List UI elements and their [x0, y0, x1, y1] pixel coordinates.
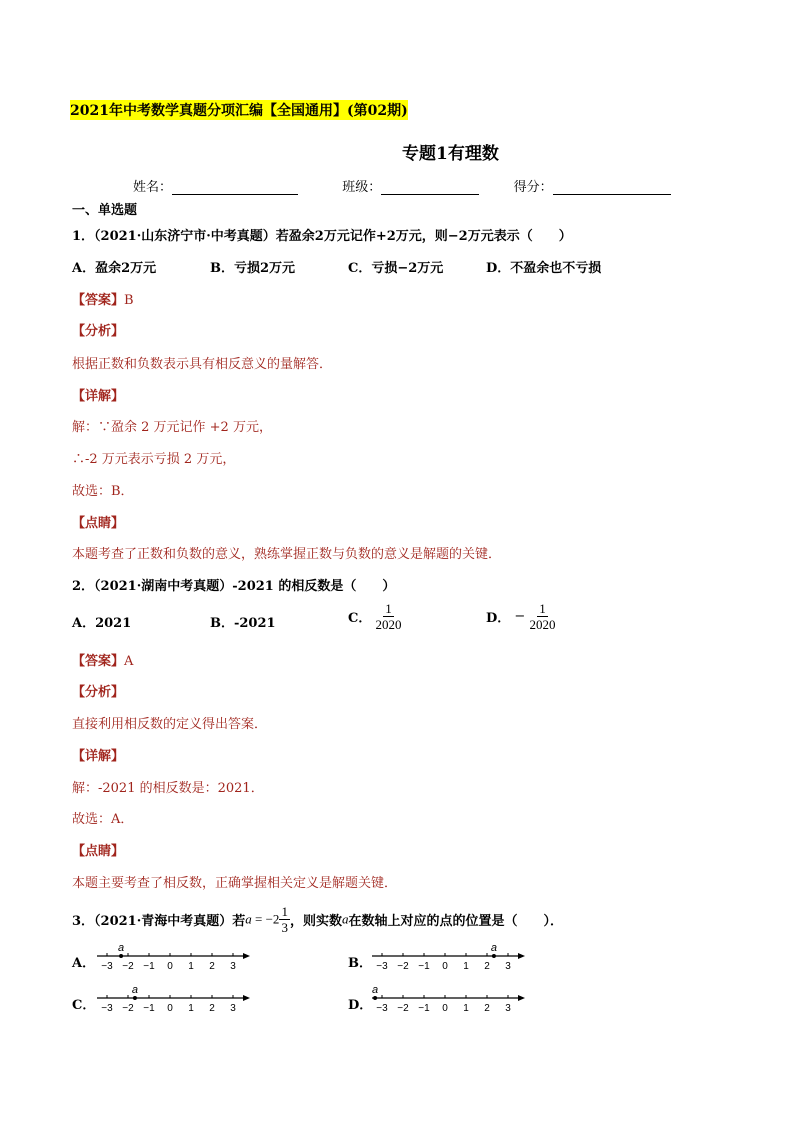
name-label: 姓名：: [133, 180, 173, 195]
fraction: $\frac{1}{2020}$: [375, 601, 402, 632]
axis-arrow: [243, 995, 250, 1001]
q1-option-d: D．不盈余也不亏损: [486, 261, 602, 276]
tick-label: −3: [376, 961, 388, 972]
score-label: 得分：: [513, 180, 553, 195]
number-line-c: [95, 980, 255, 1020]
q2-stem: 2．（2021·湖南中考真题）-2021 的相反数是（ ）: [72, 579, 396, 594]
fraction: $\frac{1}{2020}$: [529, 601, 556, 632]
tick-label: 2: [484, 961, 490, 972]
series-title: 2021年中考数学真题分项汇编【全国通用】(第02期): [70, 100, 408, 120]
tick-label: −2: [397, 1003, 409, 1014]
tick-label: 0: [442, 961, 448, 972]
axis-arrow: [518, 995, 525, 1001]
tick-label: 0: [167, 1003, 173, 1014]
topic-title: 专题1有理数: [402, 144, 499, 164]
q2-option-c: C． $\frac{1}{2020}$: [348, 601, 402, 632]
tick-label: −1: [418, 961, 430, 972]
q1-detail-line: 解：∵盈余 2 万元记作 +2 万元，: [72, 420, 272, 435]
q1-comment-tag: 【点睛】: [72, 516, 125, 531]
q2-analysis-tag: 【分析】: [72, 685, 125, 700]
q2-option-a: A．2021: [72, 616, 132, 631]
tick-label: −1: [418, 1003, 430, 1014]
q3-option-a-label: A．: [72, 956, 96, 971]
q1-answer: 【答案】B: [72, 293, 134, 308]
section-heading: 一、单选题: [72, 203, 138, 218]
score-field[interactable]: [553, 180, 671, 195]
tick-label: 1: [463, 1003, 469, 1014]
tick-label: 3: [230, 961, 236, 972]
tick-label: 0: [442, 1003, 448, 1014]
q3-option-d-label: D．: [348, 998, 373, 1013]
q1-option-c: C．亏损−2万元: [348, 261, 444, 276]
number-line-d: [370, 980, 530, 1020]
number-line-a: [95, 938, 255, 978]
tick-label: −2: [122, 1003, 134, 1014]
point-label: a: [118, 942, 125, 954]
q3-option-c-label: C．: [72, 998, 96, 1013]
q1-analysis-tag: 【分析】: [72, 324, 125, 339]
class-field[interactable]: [381, 180, 479, 195]
tick-label: −3: [101, 961, 113, 972]
point-marker: [492, 954, 496, 958]
tick-label: −3: [376, 1003, 388, 1014]
q1-detail-tag: 【详解】: [72, 389, 125, 404]
point-marker: [373, 996, 377, 1000]
tick-label: 2: [484, 1003, 490, 1014]
tick-label: 0: [167, 961, 173, 972]
q2-option-d: D． − $\frac{1}{2020}$: [486, 601, 556, 632]
tick-label: 1: [188, 1003, 194, 1014]
tick-label: 3: [505, 1003, 511, 1014]
q1-analysis: 根据正数和负数表示具有相反意义的量解答．: [72, 357, 333, 372]
q1-detail-line: ∴-2 万元表示亏损 2 万元，: [72, 452, 236, 467]
q3-option-b-label: B．: [348, 956, 372, 971]
tick-label: −1: [143, 961, 155, 972]
point-label: a: [372, 984, 379, 996]
tick-label: −2: [397, 961, 409, 972]
q1-comment: 本题考查了正数和负数的意义，熟练掌握正数与负数的意义是解题的关键．: [72, 547, 502, 562]
q3-stem: 3．（2021·青海中考真题）若a = −2 $\frac{1}{3}$ ，则实数a在数轴上对应的点的位置是（ ）．: [72, 904, 563, 935]
q1-option-b: B．亏损2万元: [210, 261, 296, 276]
q2-detail-tag: 【详解】: [72, 749, 125, 764]
tick-label: 2: [209, 1003, 215, 1014]
tick-label: −3: [101, 1003, 113, 1014]
info-line: [133, 176, 671, 195]
tick-label: −1: [143, 1003, 155, 1014]
point-label: a: [131, 984, 138, 996]
point-label: a: [490, 942, 497, 954]
q2-detail-line: 故选：A．: [72, 812, 134, 827]
q2-comment-tag: 【点睛】: [72, 844, 125, 859]
q2-answer: 【答案】A: [72, 654, 134, 669]
tick-label: 2: [209, 961, 215, 972]
q1-stem: 1．（2021·山东济宁市·中考真题）若盈余2万元记作+2万元，则−2万元表示（ ）: [72, 229, 572, 244]
tick-label: 3: [505, 961, 511, 972]
point-marker: [119, 954, 123, 958]
tick-label: 1: [463, 961, 469, 972]
axis-arrow: [243, 953, 250, 959]
fraction: $\frac{1}{3}$: [281, 904, 288, 935]
name-field[interactable]: [172, 180, 298, 195]
q1-detail-line: 故选：B．: [72, 484, 134, 499]
q1-option-a: A．盈余2万元: [72, 261, 157, 276]
q2-detail-line: 解：-2021 的相反数是：2021．: [72, 781, 264, 796]
q2-option-b: B．-2021: [210, 616, 276, 631]
q2-comment: 本题主要考查了相反数，正确掌握相关定义是解题关键．: [72, 876, 398, 891]
number-line-b: [370, 938, 530, 978]
axis-arrow: [518, 953, 525, 959]
point-marker: [133, 996, 137, 1000]
tick-label: −2: [122, 961, 134, 972]
tick-label: 3: [230, 1003, 236, 1014]
tick-label: 1: [188, 961, 194, 972]
q2-analysis: 直接利用相反数的定义得出答案．: [72, 717, 268, 732]
class-label: 班级：: [342, 180, 382, 195]
